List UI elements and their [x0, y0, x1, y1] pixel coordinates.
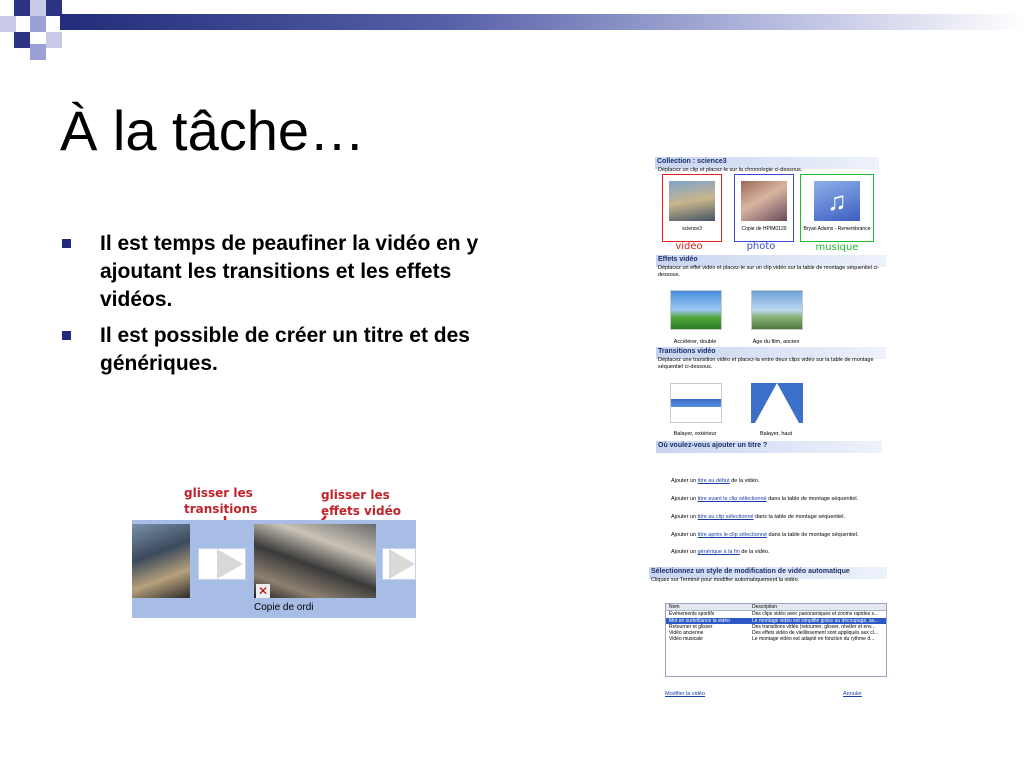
transition-slot[interactable] — [382, 548, 416, 580]
clip-thumbnail — [669, 181, 715, 221]
row-description: Des effets vidéo de vieillissement sont appliqués aux cl... — [752, 630, 879, 637]
effect-slot-icon[interactable]: ✕ — [257, 584, 269, 598]
title-option — [671, 514, 845, 520]
title-option-post: dans la table de montage séquentiel. — [753, 514, 845, 520]
transition-thumbnail[interactable] — [751, 383, 803, 423]
play-triangle-icon — [389, 549, 415, 579]
effect-thumbnail[interactable] — [751, 290, 803, 330]
title-option-pre: Ajouter un — [671, 514, 698, 520]
automovie-subtext: Cliquez sur Terminé pour modifier automatiquement la vidéo. — [651, 577, 800, 583]
column-header: Nom — [669, 604, 680, 610]
clip-label-video: vidéo — [675, 241, 703, 252]
collection-subtext: Déplacez un clip et placez-le sur la chronologie ci-dessous. — [658, 167, 803, 173]
title-option-pre: Ajouter un — [671, 532, 698, 538]
label-effects: glisser les effets vidéo — [321, 488, 401, 518]
title-option-link[interactable]: titre au début — [697, 478, 730, 484]
done-link[interactable]: Modifier la vidéo — [665, 691, 706, 697]
label-transitions: glisser les transitions — [184, 486, 258, 516]
clip-label-music: musique — [815, 242, 859, 253]
title-option — [671, 478, 759, 484]
effects-subtext: Déplacez un effet vidéo et placez-le sur un clip vidéo sur la table de montage séquentiel ci-dessous. — [658, 265, 880, 278]
transition-slot[interactable] — [198, 548, 246, 580]
row-name: Événements sportifs — [669, 611, 715, 618]
row-name: Mot en surbrillance la vidéo — [669, 617, 730, 624]
storyboard-timeline[interactable] — [132, 520, 416, 618]
transitions-heading: Transitions vidéo — [656, 347, 886, 359]
clip-name: science3 — [682, 226, 702, 232]
row-name: Vidéo ancienne — [669, 630, 704, 637]
effect-name: Âge du film, ancien — [752, 339, 800, 345]
bullet-text: Il est possible de créer un titre et des génériques. — [100, 324, 470, 375]
bullet-item — [62, 322, 482, 378]
corner-square-4 — [0, 16, 16, 32]
corner-square-7 — [14, 32, 30, 48]
effects-heading: Effets vidéo — [656, 255, 886, 267]
row-description: Des clips vidéo avec panoramiques et zooms rapides s... — [752, 611, 879, 618]
row-description: Le montage vidéo est simplifié grâce au découpage, au... — [752, 617, 879, 624]
title-option-link[interactable]: titre avant le clip sélectionné — [697, 496, 767, 502]
clip-name: Bryan Adams - Remembrance — [803, 226, 871, 232]
corner-square-8 — [30, 44, 46, 60]
title-option-pre: Ajouter un — [671, 496, 698, 502]
automovie-heading: Sélectionnez un style de modification de vidéo automatique — [649, 567, 887, 579]
clip-thumbnail — [741, 181, 787, 221]
play-triangle-icon — [217, 549, 243, 579]
title-option — [671, 532, 858, 538]
timeline-clip-thumbnail[interactable] — [132, 524, 190, 598]
corner-square-2 — [30, 0, 46, 16]
bullet-list — [62, 230, 482, 386]
clip-label-photo: photo — [746, 241, 776, 252]
bullet-text: Il est temps de peaufiner la vidéo en y ajoutant les transitions et les effets vidéos. — [100, 232, 479, 311]
title-option-post: de la vidéo. — [729, 478, 760, 484]
titles-heading: Où voulez-vous ajouter un titre ? — [656, 441, 882, 453]
effect-thumbnail[interactable] — [670, 290, 722, 330]
title-option-post: dans la table de montage séquentiel. — [766, 496, 859, 502]
column-header: Description — [752, 604, 778, 610]
transitions-subtext: Déplacez une transition vidéo et placez-la entre deux clips vidéo sur la table de montage séquentiel ci-dessous. — [658, 357, 874, 370]
automovie-style-table[interactable] — [665, 603, 887, 677]
music-note-icon: ♫ — [814, 181, 860, 221]
row-description: Le montage vidéo est adapté en fonction du rythme d... — [752, 636, 875, 643]
table-row[interactable] — [666, 636, 886, 642]
cancel-link[interactable]: Annuler — [843, 691, 862, 697]
title-option — [671, 549, 769, 555]
title-option — [671, 496, 858, 502]
collection-heading: Collection : science3 — [655, 157, 879, 169]
corner-square-5 — [30, 16, 46, 32]
timeline-clip-thumbnail[interactable] — [254, 524, 376, 598]
row-description: Des transitions vidéo (retourner, glisser, révéler et env... — [752, 623, 876, 630]
title-option-pre: Ajouter un — [671, 549, 698, 555]
transition-name: Balayer, extérieur — [673, 431, 717, 437]
row-name: Vidéo musicale — [669, 636, 703, 643]
effect-name: Accélérer, double — [673, 339, 717, 345]
header-gradient-bar — [60, 14, 1024, 30]
collection-clip-photo[interactable] — [734, 174, 794, 242]
title-option-post: de la vidéo. — [739, 549, 770, 555]
row-name: Retourner et glisser — [669, 623, 713, 630]
bullet-item — [62, 230, 482, 314]
timeline-clip-caption: Copie de ordi — [254, 602, 314, 613]
title-option-pre: Ajouter un — [671, 478, 698, 484]
bullet-square-icon — [62, 331, 71, 340]
collection-clip-music[interactable] — [800, 174, 874, 242]
transition-name: Balayer, haut — [759, 431, 793, 437]
slide-title: À la tâche… — [60, 99, 366, 162]
collection-clip-video[interactable] — [662, 174, 722, 242]
title-option-link[interactable]: titre au clip sélectionné — [697, 514, 754, 520]
bullet-square-icon — [62, 239, 71, 248]
title-option-post: dans la table de montage séquentiel. — [767, 532, 859, 538]
corner-square-6 — [46, 32, 62, 48]
clip-name: Copie de HPIM0129 — [741, 226, 787, 232]
transition-thumbnail[interactable] — [670, 383, 722, 423]
title-option-link[interactable]: générique à la fin — [697, 549, 740, 555]
table-header — [666, 604, 886, 611]
corner-square-1 — [14, 0, 30, 16]
title-option-link[interactable]: titre après le clip sélectionné — [697, 532, 768, 538]
